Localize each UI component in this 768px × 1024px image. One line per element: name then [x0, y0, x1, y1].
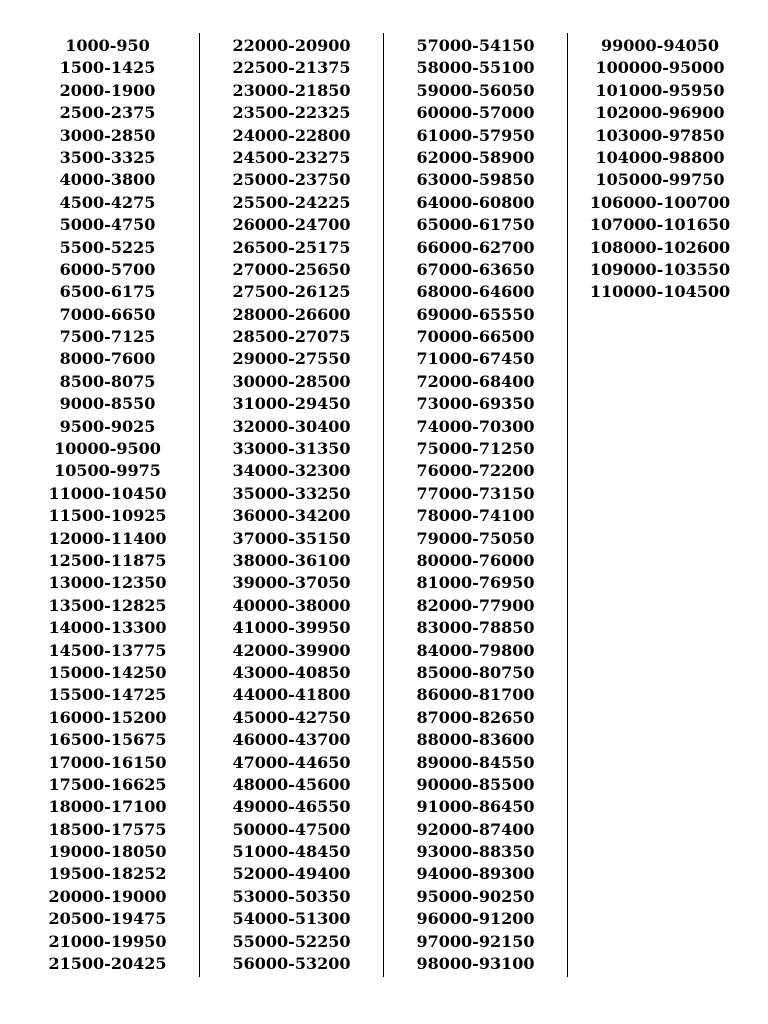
table-entry: 28500-27075 [232, 327, 351, 347]
table-entry: 7000-6650 [59, 304, 156, 324]
table-entry: 105000-99750 [595, 170, 725, 190]
table-entry: 52000-49400 [232, 864, 351, 884]
table-entry: 106000-100700 [589, 192, 731, 212]
table-entry: 59000-56050 [416, 80, 535, 100]
table-entry: 110000-104500 [589, 282, 731, 302]
table-entry: 19500-18252 [48, 864, 167, 884]
table-entry: 45000-42750 [232, 707, 351, 727]
table-entry: 31000-29450 [232, 394, 351, 414]
table-entry: 17500-16625 [48, 774, 167, 794]
table-entry: 28000-26600 [232, 304, 351, 324]
table-entry: 24500-23275 [232, 147, 351, 167]
table-entry: 30000-28500 [232, 371, 351, 391]
table-entry: 4000-3800 [59, 170, 156, 190]
table-entry: 91000-86450 [416, 797, 535, 817]
table-entry: 9000-8550 [59, 394, 156, 414]
table-entry: 25500-24225 [232, 192, 351, 212]
table-entry: 39000-37050 [232, 573, 351, 593]
table-entry: 6500-6175 [59, 282, 156, 302]
table-entry: 23000-21850 [232, 80, 351, 100]
table-entry: 27000-25650 [232, 259, 351, 279]
table-column-2 [200, 33, 384, 977]
table-entry: 92000-87400 [416, 819, 535, 839]
table-entry: 13000-12350 [48, 573, 167, 593]
table-entry: 87000-82650 [416, 707, 535, 727]
table-entry: 73000-69350 [416, 394, 535, 414]
table-entry: 15500-14725 [48, 685, 167, 705]
table-entry: 13500-12825 [48, 595, 167, 615]
table-entry: 89000-84550 [416, 752, 535, 772]
price-table [16, 33, 752, 977]
table-entry: 103000-97850 [595, 125, 725, 145]
table-entry: 75000-71250 [416, 439, 535, 459]
table-entry: 107000-101650 [589, 215, 731, 235]
table-entry: 86000-81700 [416, 685, 535, 705]
table-entry: 60000-57000 [416, 103, 535, 123]
table-entry: 71000-67450 [416, 349, 535, 369]
table-entry: 11500-10925 [48, 506, 167, 526]
table-entry: 76000-72200 [416, 461, 535, 481]
table-entry: 21000-19950 [48, 931, 167, 951]
table-entry: 82000-77900 [416, 595, 535, 615]
table-entry: 19000-18050 [48, 842, 167, 862]
table-entry: 34000-32300 [232, 461, 351, 481]
table-entry: 38000-36100 [232, 550, 351, 570]
table-entry: 33000-31350 [232, 439, 351, 459]
table-entry: 5500-5225 [59, 237, 156, 257]
table-entry: 8500-8075 [59, 371, 156, 391]
table-entry: 24000-22800 [232, 125, 351, 145]
table-entry: 53000-50350 [232, 886, 351, 906]
table-entry: 4500-4275 [59, 192, 156, 212]
table-entry: 5000-4750 [59, 215, 156, 235]
table-entry: 44000-41800 [232, 685, 351, 705]
table-entry: 27500-26125 [232, 282, 351, 302]
table-entry: 1500-1425 [59, 58, 156, 78]
table-entry: 72000-68400 [416, 371, 535, 391]
table-entry: 62000-58900 [416, 147, 535, 167]
table-entry: 26500-25175 [232, 237, 351, 257]
table-entry: 16000-15200 [48, 707, 167, 727]
table-entry: 1000-950 [65, 36, 150, 55]
table-entry: 79000-75050 [416, 528, 535, 548]
table-entry: 18000-17100 [48, 797, 167, 817]
table-column-3 [384, 33, 568, 977]
table-entry: 74000-70300 [416, 416, 535, 436]
table-entry: 99000-94050 [601, 36, 719, 55]
table-entry: 6000-5700 [59, 259, 156, 279]
table-entry: 57000-54150 [416, 36, 535, 55]
table-entry: 10000-9500 [54, 439, 161, 459]
table-entry: 88000-83600 [416, 730, 535, 750]
table-entry: 65000-61750 [416, 215, 535, 235]
table-entry: 12000-11400 [48, 528, 167, 548]
table-entry: 49000-46550 [232, 797, 351, 817]
table-entry: 41000-39950 [232, 618, 351, 638]
table-entry: 94000-89300 [416, 864, 535, 884]
table-entry: 2000-1900 [59, 80, 156, 100]
table-entry: 93000-88350 [416, 842, 535, 862]
table-entry: 96000-91200 [416, 909, 535, 929]
table-entry: 14000-13300 [48, 618, 167, 638]
table-entry: 67000-63650 [416, 259, 535, 279]
table-entry: 77000-73150 [416, 483, 535, 503]
table-entry: 80000-76000 [416, 550, 535, 570]
table-entry: 37000-35150 [232, 528, 351, 548]
table-entry: 26000-24700 [232, 215, 351, 235]
table-entry: 32000-30400 [232, 416, 351, 436]
table-entry: 40000-38000 [232, 595, 351, 615]
table-entry: 12500-11875 [48, 550, 167, 570]
table-entry: 9500-9025 [59, 416, 156, 436]
table-entry: 16500-15675 [48, 730, 167, 750]
table-entry: 104000-98800 [595, 147, 725, 167]
table-entry: 68000-64600 [416, 282, 535, 302]
table-entry: 98000-93100 [416, 954, 535, 974]
table-entry: 109000-103550 [589, 259, 731, 279]
table-entry: 66000-62700 [416, 237, 535, 257]
table-entry: 58000-55100 [416, 58, 535, 78]
table-entry: 7500-7125 [59, 327, 156, 347]
table-entry: 22000-20900 [232, 36, 351, 55]
table-entry: 54000-51300 [232, 909, 351, 929]
table-entry: 101000-95950 [595, 80, 725, 100]
table-entry: 35000-33250 [232, 483, 351, 503]
table-entry: 21500-20425 [48, 954, 167, 974]
table-entry: 84000-79800 [416, 640, 535, 660]
table-entry: 29000-27550 [232, 349, 351, 369]
table-entry: 46000-43700 [232, 730, 351, 750]
table-entry: 14500-13775 [48, 640, 167, 660]
table-entry: 70000-66500 [416, 327, 535, 347]
table-entry: 25000-23750 [232, 170, 351, 190]
table-entry: 3500-3325 [59, 147, 156, 167]
table-entry: 69000-65550 [416, 304, 535, 324]
table-entry: 11000-10450 [48, 483, 167, 503]
table-entry: 15000-14250 [48, 662, 167, 682]
table-entry: 43000-40850 [232, 662, 351, 682]
table-entry: 90000-85500 [416, 774, 535, 794]
table-entry: 47000-44650 [232, 752, 351, 772]
table-column-1 [16, 33, 200, 977]
table-entry: 20500-19475 [48, 909, 167, 929]
table-entry: 3000-2850 [59, 125, 156, 145]
table-entry: 95000-90250 [416, 886, 535, 906]
table-entry: 51000-48450 [232, 842, 351, 862]
table-entry: 2500-2375 [59, 103, 156, 123]
table-entry: 17000-16150 [48, 752, 167, 772]
table-entry: 97000-92150 [416, 931, 535, 951]
table-entry: 83000-78850 [416, 618, 535, 638]
table-entry: 56000-53200 [232, 954, 351, 974]
table-entry: 36000-34200 [232, 506, 351, 526]
table-entry: 48000-45600 [232, 774, 351, 794]
table-entry: 81000-76950 [416, 573, 535, 593]
table-entry: 8000-7600 [59, 349, 156, 369]
table-entry: 64000-60800 [416, 192, 535, 212]
table-entry: 63000-59850 [416, 170, 535, 190]
table-entry: 22500-21375 [232, 58, 351, 78]
table-entry: 10500-9975 [54, 461, 161, 481]
table-entry: 18500-17575 [48, 819, 167, 839]
table-entry: 78000-74100 [416, 506, 535, 526]
table-column-4 [568, 33, 752, 977]
table-entry: 42000-39900 [232, 640, 351, 660]
table-entry: 50000-47500 [232, 819, 351, 839]
table-entry: 20000-19000 [48, 886, 167, 906]
table-entry: 61000-57950 [416, 125, 535, 145]
table-entry: 102000-96900 [595, 103, 725, 123]
table-entry: 85000-80750 [416, 662, 535, 682]
table-entry: 55000-52250 [232, 931, 351, 951]
table-entry: 108000-102600 [589, 237, 731, 257]
table-entry: 100000-95000 [595, 58, 725, 78]
table-entry: 23500-22325 [232, 103, 351, 123]
